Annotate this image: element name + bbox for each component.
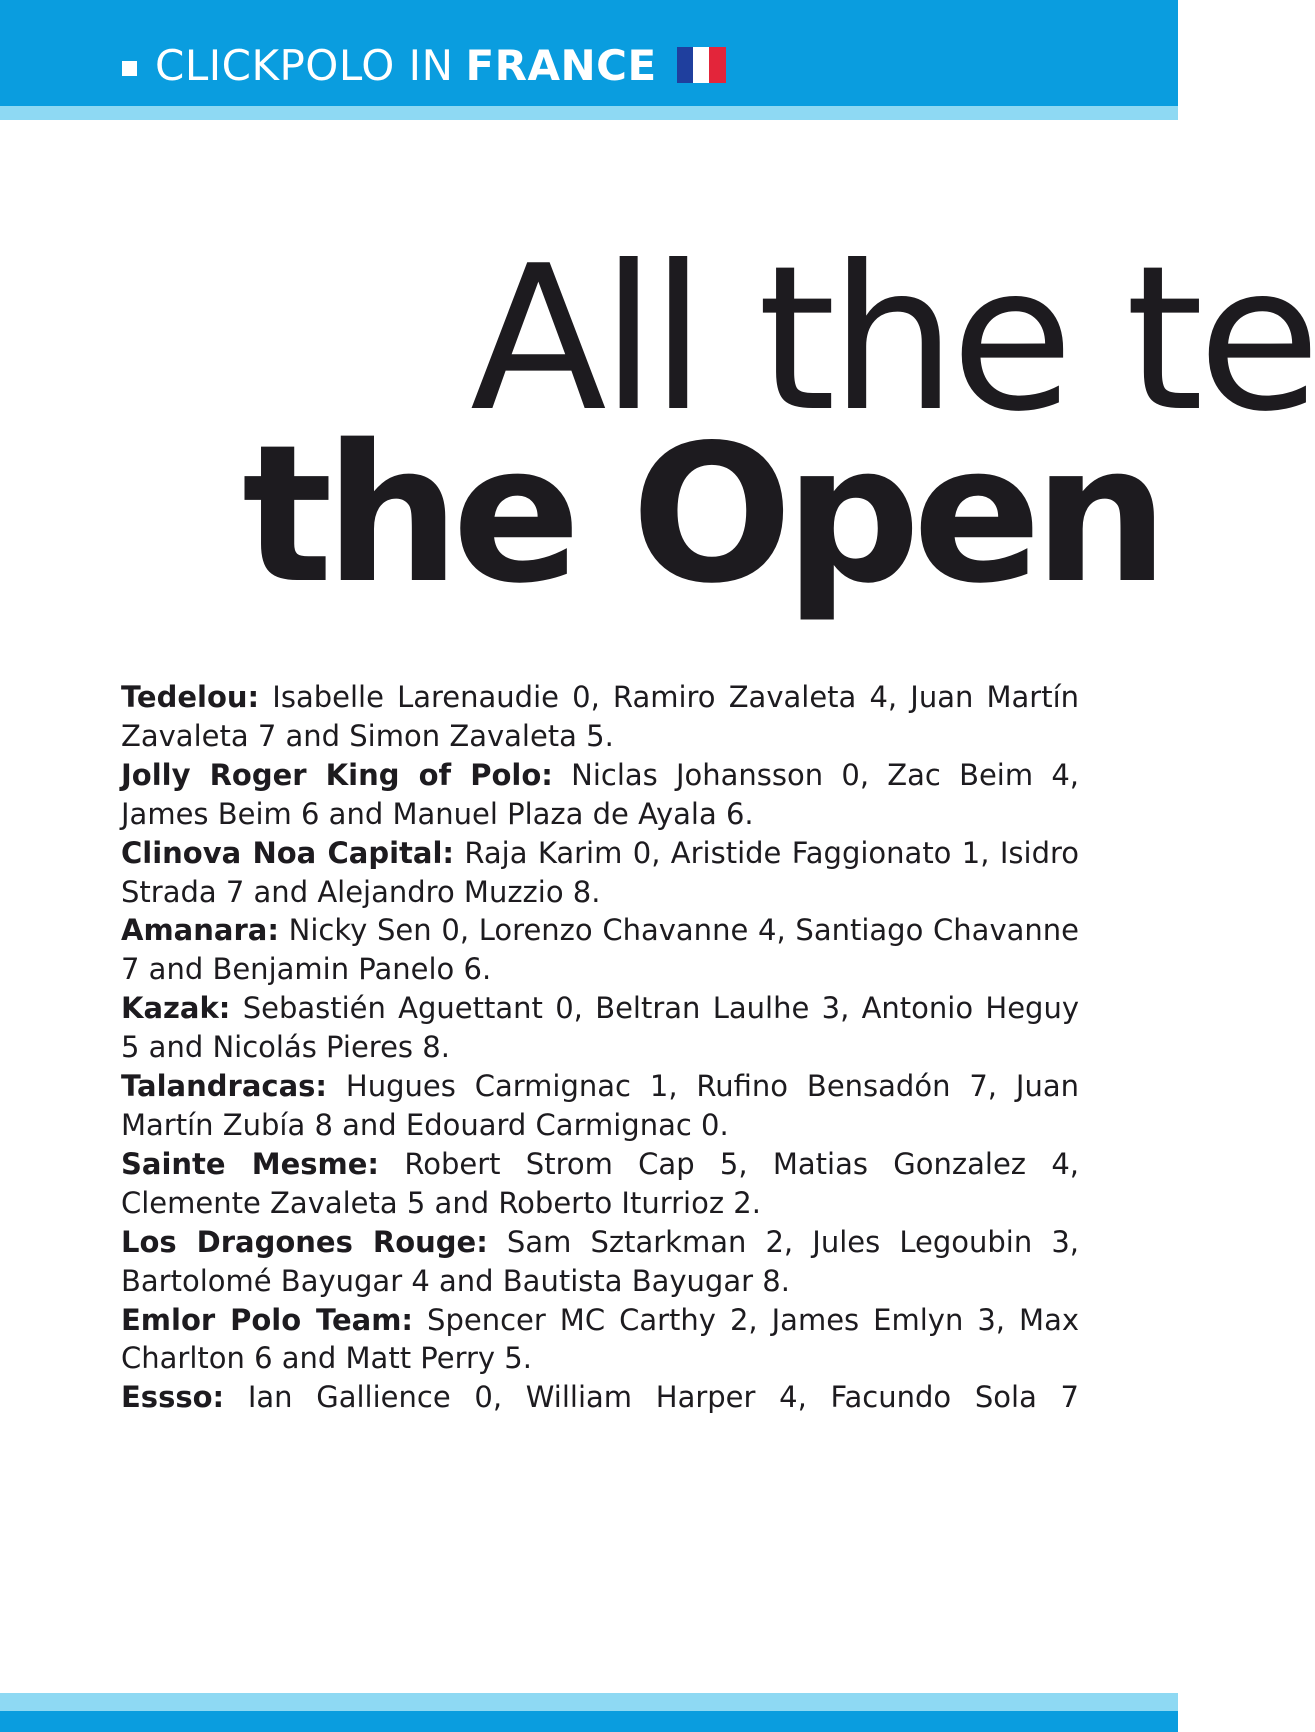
footer-stripe — [0, 1693, 1178, 1711]
section-header-prefix: CLICKPOLO IN — [155, 40, 454, 90]
bullet-square-icon — [122, 61, 137, 76]
french-flag-icon — [677, 47, 726, 83]
team-entry — [121, 1067, 1079, 1145]
team-entry — [121, 1378, 1079, 1417]
header-stripe — [0, 106, 1178, 120]
section-header — [122, 40, 726, 90]
team-players: Nicky Sen 0, Lorenzo Chavanne 4, Santiago Chavanne 7 and Benjamin Panelo 6. — [121, 913, 1079, 987]
team-name: Talandracas: — [121, 1069, 328, 1104]
team-roster — [121, 678, 1079, 1417]
team-players: Ian Gallience 0, William Harper 4, Facundo Sola 7 — [247, 1380, 1080, 1415]
team-players: Hugues Carmignac 1, Rufino Bensadón 7, Juan Martín Zubía 8 and Edouard Carmignac 0. — [121, 1069, 1079, 1142]
team-name: Essso: — [121, 1380, 225, 1415]
team-name: Amanara: — [121, 913, 279, 948]
team-entry — [121, 911, 1079, 989]
team-name: Kazak: — [121, 991, 231, 1026]
team-players: Raja Karim 0, Aristide Faggionato 1, Isidro Strada 7 and Alejandro Muzzio 8. — [121, 835, 1079, 909]
team-entry — [121, 1301, 1079, 1379]
team-players: Spencer MC Carthy 2, James Emlyn 3, Max Charlton 6 and Matt Perry 5. — [121, 1302, 1079, 1376]
team-players: Niclas Johansson 0, Zac Beim 4, James Beim 6 and Manuel Plaza de Ayala 6. — [121, 757, 1080, 831]
team-entry — [121, 756, 1079, 834]
team-name: Sainte Mesme: — [121, 1146, 380, 1181]
headline-line-1: All the te — [470, 223, 1315, 456]
headline-line-2: the Open — [242, 404, 1161, 625]
team-players: Isabelle Larenaudie 0, Ramiro Zavaleta 4, Juan Martín Zavaleta 7 and Simon Zavaleta 5. — [121, 680, 1080, 753]
team-entry — [121, 678, 1079, 756]
team-entry — [121, 1145, 1079, 1223]
team-entry — [121, 1223, 1079, 1301]
team-players: Sebastién Aguettant 0, Beltran Laulhe 3, Antonio Heguy 5 and Nicolás Pieres 8. — [121, 991, 1080, 1065]
section-header-country: FRANCE — [465, 40, 657, 90]
team-name: Tedelou: — [121, 680, 260, 714]
team-entry — [121, 834, 1079, 912]
team-name: Emlor Polo Team: — [121, 1302, 414, 1337]
team-players: Sam Sztarkman 2, Jules Legoubin 3, Bartolomé Bayugar 4 and Bautista Bayugar 8. — [121, 1224, 1079, 1298]
team-name: Jolly Roger King of Polo: — [121, 757, 553, 792]
footer-bar — [0, 1711, 1178, 1732]
team-entry — [121, 989, 1079, 1067]
team-name: Los Dragones Rouge: — [121, 1224, 488, 1259]
team-players: Robert Strom Cap 5, Matias Gonzalez 4, Clemente Zavaleta 5 and Roberto Iturrioz 2. — [121, 1146, 1079, 1220]
team-name: Clinova Noa Capital: — [121, 835, 454, 870]
